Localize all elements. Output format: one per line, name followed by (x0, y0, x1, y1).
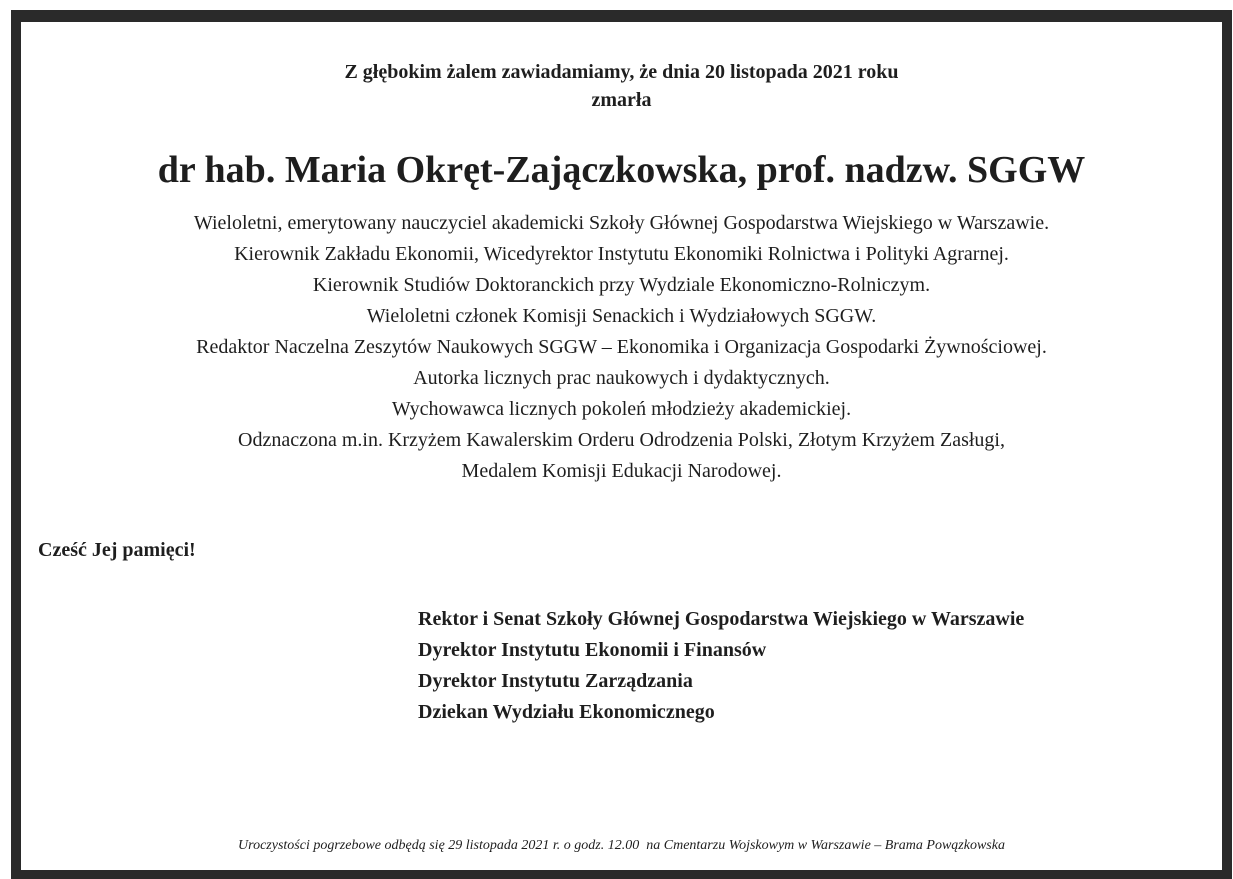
bio-line: Wychowawca licznych pokoleń młodzieży akademickiej. (391, 398, 852, 420)
intro-line-2: zmarła (591, 89, 652, 111)
funeral-info: Uroczystości pogrzebowe odbędą się 29 listopada 2021 r. o godz. 12.00 na Cmentarzu Wojskowym w Warszawie – Brama Powązkowska (238, 838, 1005, 853)
bio-line: Wieloletni członek Komisji Senackich i Wydziałowych SGGW. (366, 305, 877, 327)
bio-line: Medalem Komisji Edukacji Narodowej. (461, 460, 782, 482)
intro-announcement (21, 58, 1222, 114)
bio-line: Kierownik Studiów Doktoranckich przy Wydziale Ekonomiczno-Rolniczym. (312, 274, 931, 296)
signer: Dyrektor Instytutu Zarządzania (418, 670, 693, 692)
signers-list (418, 604, 1024, 728)
bio-line: Odznaczona m.in. Krzyżem Kawalerskim Orderu Odrodzenia Polski, Złotym Krzyżem Zasługi, (238, 429, 1005, 451)
bio-line: Redaktor Naczelna Zeszytów Naukowych SGGW – Ekonomika i Organizacja Gospodarki Żywnościowej. (196, 336, 1047, 358)
signer: Dziekan Wydziału Ekonomicznego (418, 701, 715, 723)
bio-line: Wieloletni, emerytowany nauczyciel akademicki Szkoły Głównej Gospodarstwa Wiejskiego w Warszawie. (193, 212, 1050, 234)
biography (21, 208, 1222, 487)
intro-line-1: Z głębokim żalem zawiadamiamy, że dnia 20 listopada 2021 roku (344, 61, 899, 83)
signer: Rektor i Senat Szkoły Głównej Gospodarstwa Wiejskiego w Warszawie (418, 608, 1025, 630)
signer: Dyrektor Instytutu Ekonomii i Finansów (418, 639, 767, 661)
obituary-frame (11, 10, 1232, 879)
deceased-name: dr hab. Maria Okręt-Zajączkowska, prof. nadzw. SGGW (157, 149, 1086, 191)
bio-line: Kierownik Zakładu Ekonomii, Wicedyrektor Instytutu Ekonomiki Rolnictwa i Polityki Agrarnej. (234, 243, 1009, 265)
tribute-phrase: Cześć Jej pamięci! (38, 539, 196, 561)
bio-line: Autorka licznych prac naukowych i dydaktycznych. (413, 367, 830, 389)
